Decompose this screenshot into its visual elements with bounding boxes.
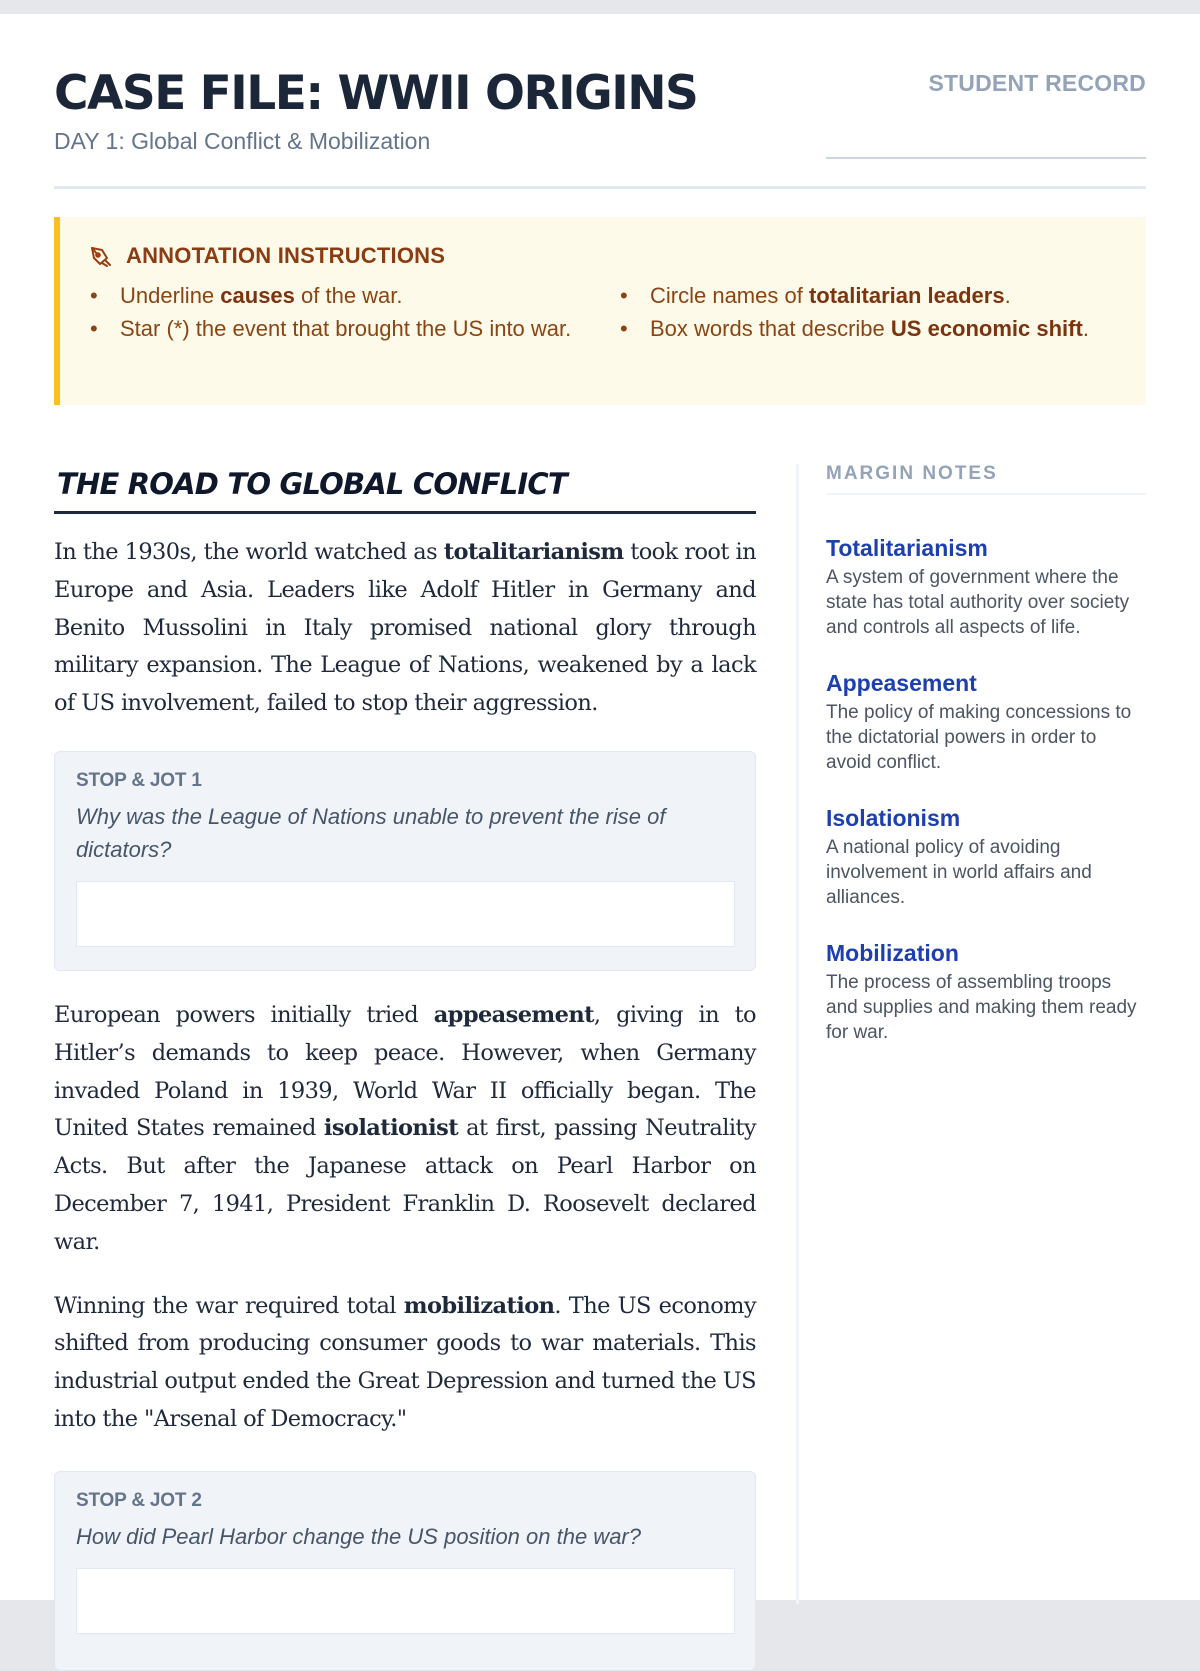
instruction-item: • Underline causes of the war. [88, 279, 618, 312]
margin-note [826, 535, 1146, 640]
stop-and-jot-1 [54, 751, 756, 971]
instruction-item: • Box words that describe US economic shift. [618, 312, 1138, 345]
bullet: • [620, 316, 628, 341]
page-subtitle: DAY 1: Global Conflict & Mobilization [54, 128, 431, 154]
margin-notes-title: MARGIN NOTES [826, 463, 1146, 495]
note-definition: The process of assembling troops and supplies and making them ready for war. [826, 972, 1137, 1043]
bullet: • [90, 283, 98, 308]
jot-label: STOP & JOT 2 [76, 1489, 202, 1511]
note-definition: The policy of making concessions to the dictatorial powers in order to avoid conflict. [826, 702, 1132, 773]
student-name-line[interactable] [826, 157, 1146, 159]
paragraph-1: In the 1930s, the world watched as totalitarianism took root in Europe and Asia. Leaders like Adolf Hitler in Germany and Benito Mussolini in Italy promised national glory through military expansion. The League of Nations, weakened by a lack of US involvement, failed to stop their aggression. [54, 539, 756, 717]
margin-note [826, 940, 1146, 1045]
margin-note [826, 805, 1146, 910]
bullet: • [90, 316, 98, 341]
key-term: appeasement [433, 1001, 594, 1028]
instruction-item: • Circle names of totalitarian leaders. [618, 279, 1138, 312]
note-term: Appeasement [826, 670, 977, 696]
column-divider [796, 464, 799, 1604]
jot-answer-input[interactable] [76, 881, 735, 947]
student-record-label: STUDENT RECORD [928, 70, 1146, 96]
margin-notes [826, 463, 1146, 1045]
jot-answer-input[interactable] [76, 1568, 735, 1634]
instructions-title: ANNOTATION INSTRUCTIONS [126, 243, 446, 268]
note-definition: A national policy of avoiding involvement in world affairs and alliances. [826, 837, 1092, 908]
note-term: Mobilization [826, 940, 959, 966]
note-term: Isolationism [826, 805, 961, 831]
bullet: • [620, 283, 628, 308]
margin-note [826, 670, 1146, 775]
stop-and-jot-2 [54, 1471, 756, 1671]
key-term: mobilization [403, 1292, 555, 1319]
pen-nib-icon [88, 244, 114, 268]
jot-question: How did Pearl Harbor change the US position on the war? [76, 1523, 641, 1549]
key-term: totalitarianism [443, 539, 624, 565]
annotation-instructions [54, 217, 1146, 405]
jot-question: Why was the League of Nations unable to prevent the rise of dictators? [76, 803, 666, 862]
note-definition: A system of government where the state has total authority over society and controls all aspects of life. [826, 567, 1130, 638]
header [54, 14, 1146, 189]
section-title: THE ROAD TO GLOBAL CONFLICT [54, 455, 756, 514]
jot-label: STOP & JOT 1 [76, 769, 202, 791]
instruction-item: • Star (*) the event that brought the US into war. [88, 312, 618, 345]
paragraph-2: European powers initially tried appeasement, giving in to Hitler’s demands to keep peace. However, when Germany invaded Poland in 1939, World War II officially began. The United States remained isolationist at first, passing Neutrality Acts. But after the Japanese attack on Pearl Harbor on December 7, 1941, President Franklin D. Roosevelt declared war. [54, 1001, 756, 1255]
key-term: isolationist [323, 1115, 458, 1142]
page-title: CASE FILE: WWII ORIGINS [54, 66, 698, 121]
note-term: Totalitarianism [826, 535, 988, 561]
main-content [54, 455, 756, 1671]
paragraph-3: Winning the war required total mobilization. The US economy shifted from producing consumer goods to war materials. This industrial output ended the Great Depression and turned the US into the "Arsenal of Democracy." [54, 1292, 757, 1432]
